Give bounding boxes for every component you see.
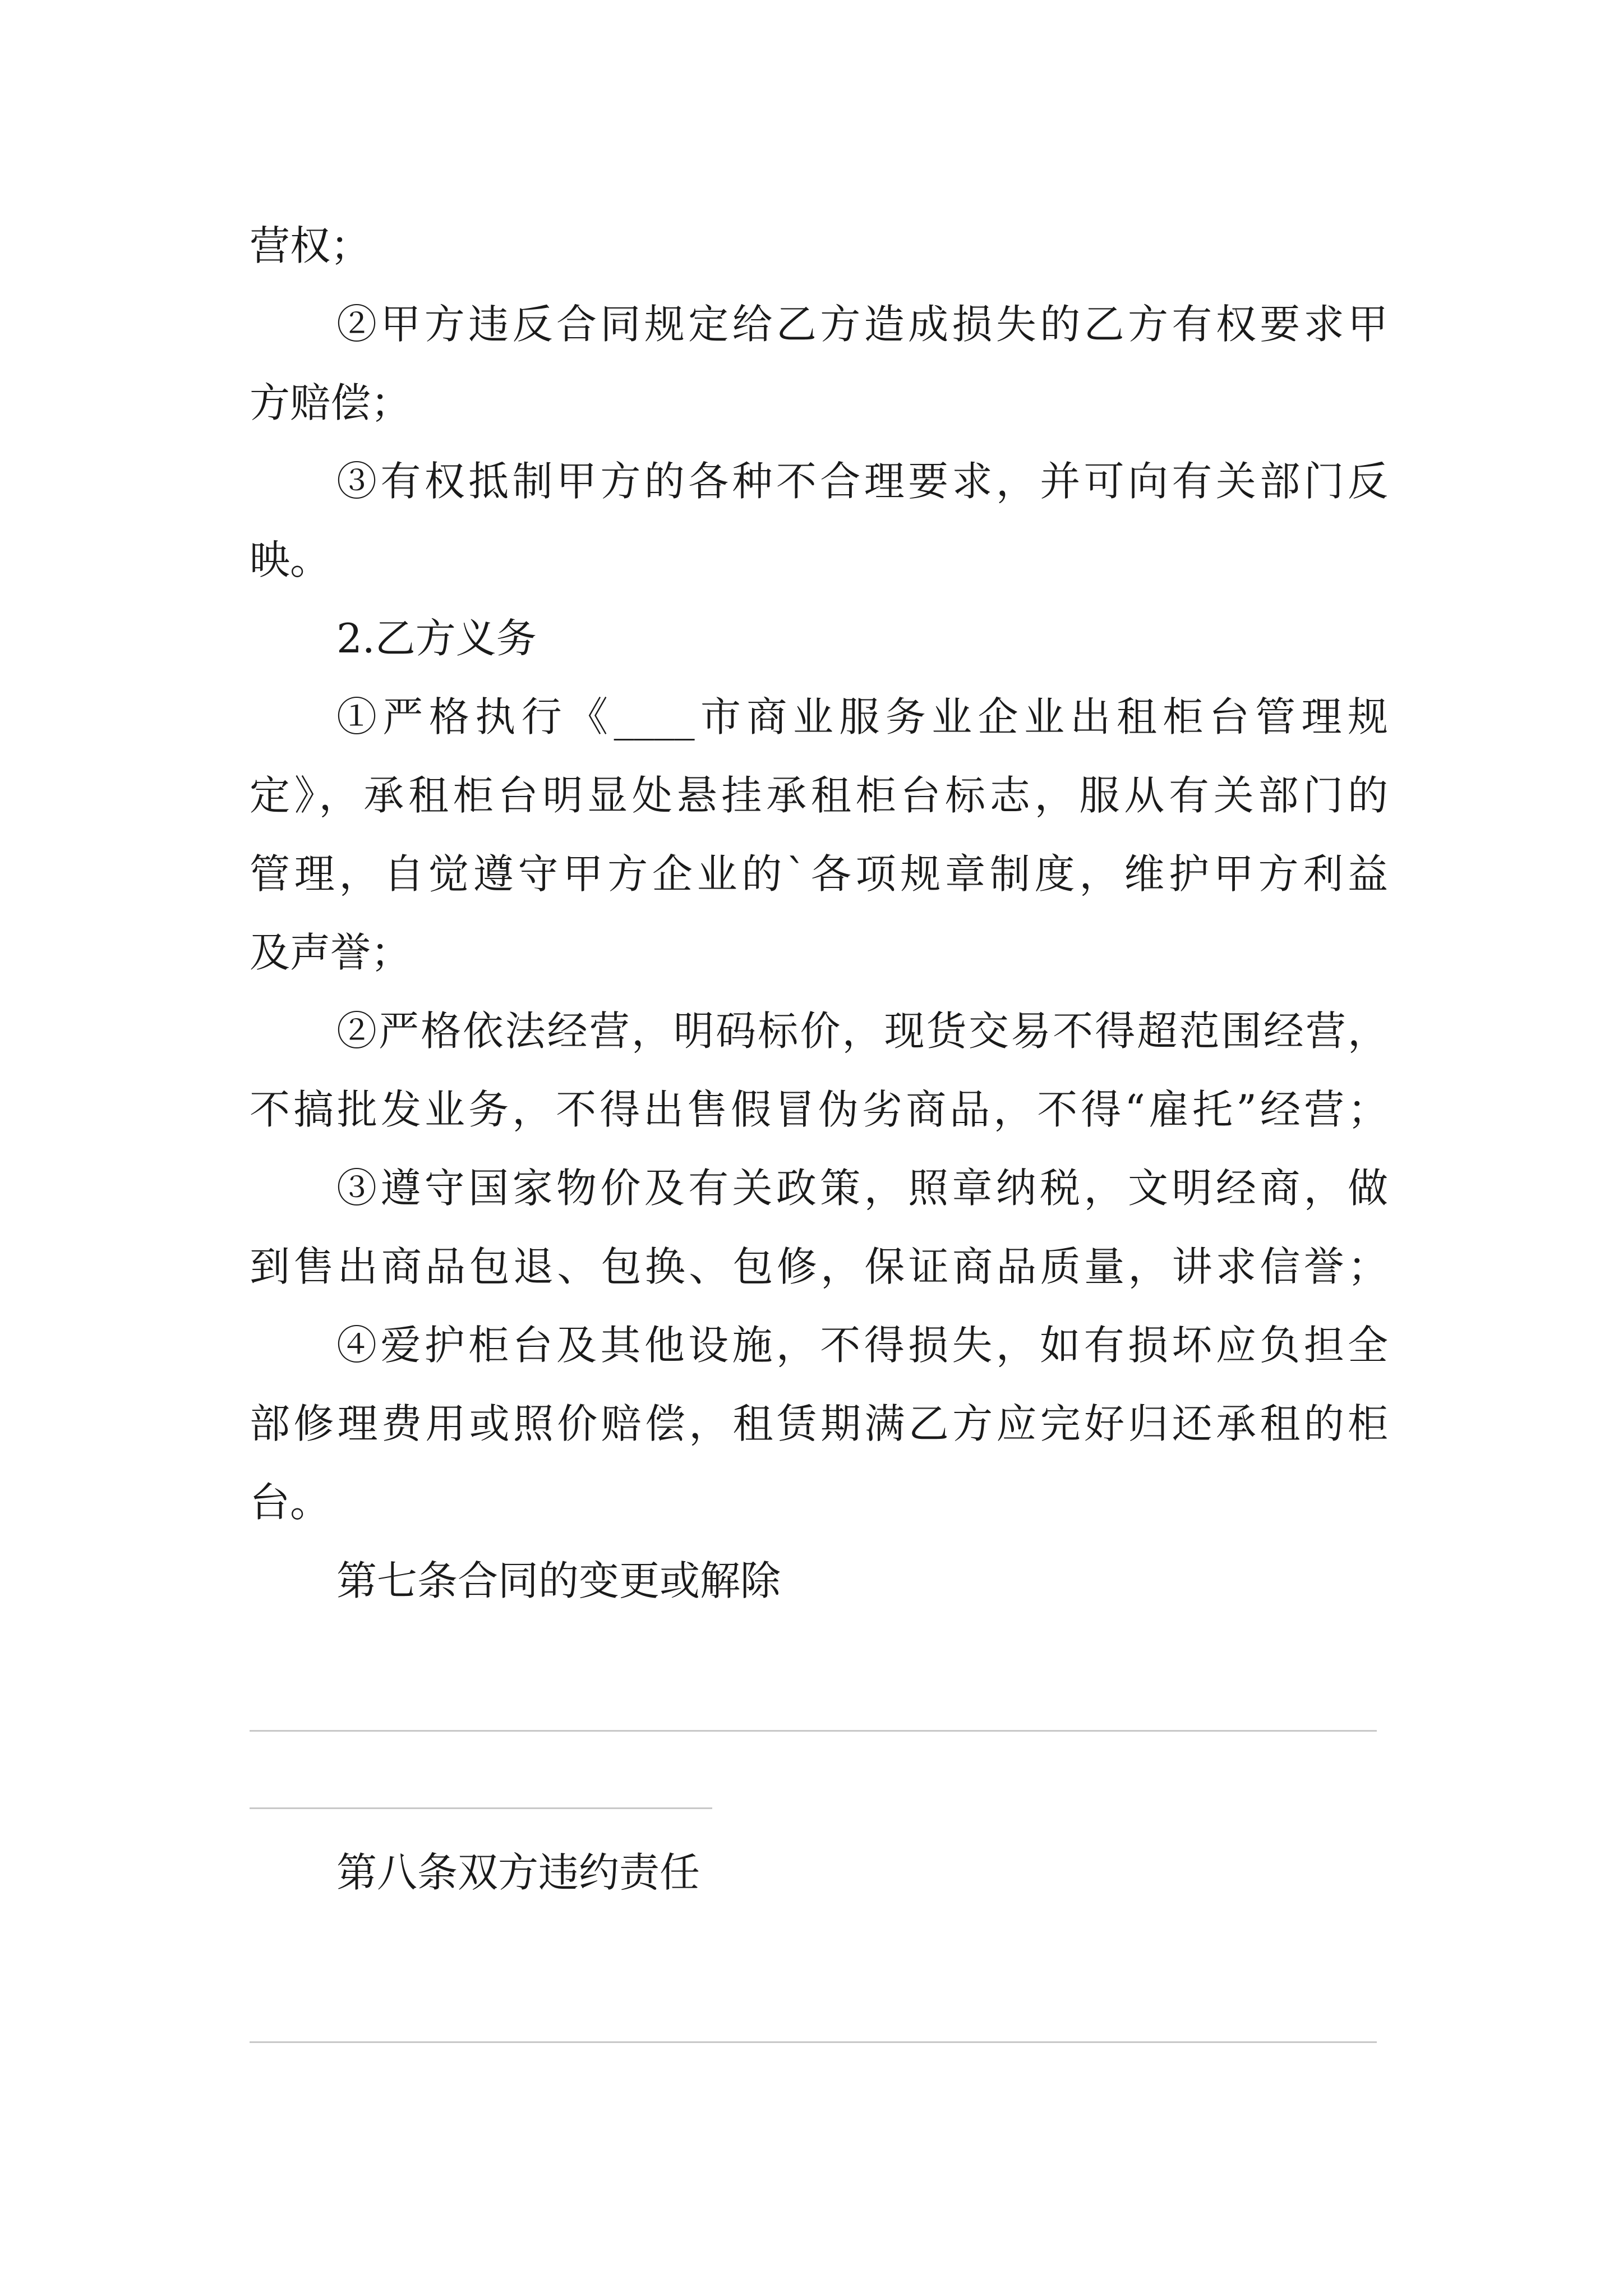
section-7-heading: 第七条合同的变更或解除 (336, 1557, 781, 1604)
blank-fill-line-short (250, 1807, 712, 1809)
paragraph-line: 营权； (250, 222, 371, 269)
paragraph-line: 台。 (250, 1479, 331, 1526)
subsection-heading: 2.乙方义务 (336, 615, 537, 662)
section-8-heading: 第八条双方违约责任 (336, 1849, 700, 1896)
paragraph-line: 及声誉； (250, 929, 412, 976)
paragraph-line: ①严格执行《____市商业服务业企业出租柜台管理规 (336, 693, 1388, 740)
blank-fill-line (250, 2041, 1377, 2043)
paragraph-line: 方赔偿； (250, 379, 412, 426)
paragraph-line: ②甲方违反合同规定给乙方造成损失的乙方有权要求甲 (336, 301, 1388, 348)
paragraph-line: ④爱护柜台及其他设施，不得损失，如有损坏应负担全 (336, 1322, 1388, 1369)
paragraph-line: ③遵守国家物价及有关政策，照章纳税，文明经商，做 (336, 1165, 1388, 1212)
paragraph-line: 映。 (250, 536, 331, 583)
paragraph-line: ③有权抵制甲方的各种不合理要求，并可向有关部门反 (336, 458, 1388, 505)
paragraph-line: 部修理费用或照价赔偿，租赁期满乙方应完好归还承租的柜 (250, 1400, 1388, 1447)
paragraph-line: ②严格依法经营，明码标价，现货交易不得超范围经营， (336, 1007, 1388, 1055)
paragraph-line: 不搞批发业务，不得出售假冒伪劣商品，不得“雇托”经营； (250, 1086, 1388, 1133)
paragraph-line: 定》，承租柜台明显处悬挂承租柜台标志，服从有关部门的 (250, 772, 1388, 819)
paragraph-line: 管理，自觉遵守甲方企业的`各项规章制度，维护甲方利益 (250, 850, 1388, 898)
paragraph-line: 到售出商品包退、包换、包修，保证商品质量，讲求信誉； (250, 1243, 1388, 1290)
blank-fill-line (250, 1730, 1377, 1732)
